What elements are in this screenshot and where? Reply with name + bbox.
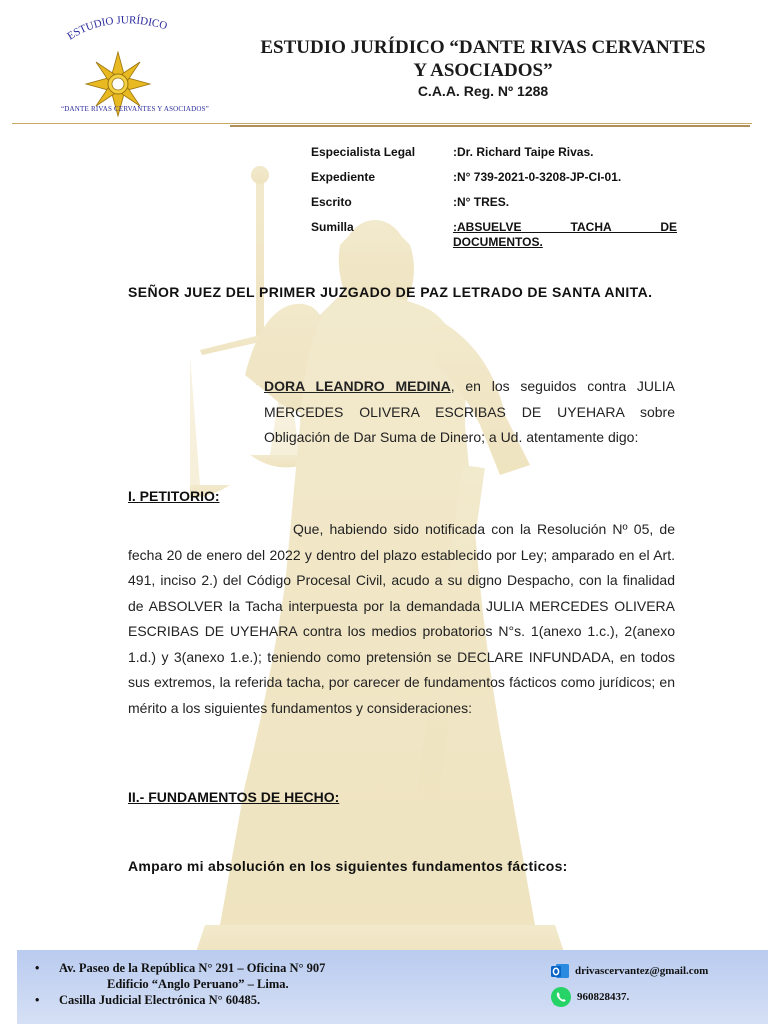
case-info-value bbox=[453, 215, 677, 249]
section-heading-fundamentos: II.- FUNDAMENTOS DE HECHO: bbox=[128, 789, 340, 805]
firm-registration: C.A.A. Reg. Nº 1288 bbox=[417, 83, 549, 99]
firm-name-line1: ESTUDIO JURÍDICO “DANTE RIVAS CERVANTES bbox=[260, 37, 706, 58]
petitioner-name: DORA LEANDRO MEDINA bbox=[264, 378, 451, 394]
firm-name-line2: Y ASOCIADOS” bbox=[413, 60, 553, 81]
petitorio-paragraph: Que, habiendo sido notificada con la Resolución Nº 05, de fecha 20 de enero del 2022 y dentro del plazo establecido por Ley; amparado en el Art. 491, inciso 2.) del Código Procesal Civil, acudo a su digno Despacho, con la finalidad de ABSOLVER la Tacha interpuesta por la demandada JULIA MERCEDES OLIVERA ESCRIBAS DE UYEHARA contra los medios probatorios N°s. 1(anexo 1.c.), 2(anexo 1.d.) y 3(anexo 1.e.); teniendo como pretensión se DECLARE INFUNDADA, en todos sus extremos, la referida tacha, por carecer de fundamentos fácticos como jurídicos; en mérito a los siguientes fundamentos y consideraciones: bbox=[128, 521, 675, 716]
case-info-row bbox=[311, 140, 677, 165]
firm-name bbox=[228, 36, 738, 82]
address-line bbox=[35, 960, 325, 976]
footer-contact-band bbox=[17, 950, 768, 1024]
intro-paragraph bbox=[264, 374, 675, 451]
footer-address bbox=[35, 960, 325, 1008]
firm-seal bbox=[30, 12, 230, 120]
seal-caption: “DANTE RIVAS CERVANTES Y ASOCIADOS” bbox=[60, 105, 209, 113]
case-info-label: Especialista Legal bbox=[311, 145, 416, 159]
header-divider bbox=[12, 123, 752, 124]
case-info-value: :N° 739-2021-0-3208-JP-CI-01. bbox=[453, 170, 622, 184]
case-info-row bbox=[311, 215, 677, 249]
header-divider-accent bbox=[230, 125, 750, 127]
bullet: • bbox=[35, 993, 40, 1007]
whatsapp-icon bbox=[550, 986, 572, 1008]
casilla-text: Casilla Judicial Electrónica N° 60485. bbox=[59, 993, 261, 1007]
case-info bbox=[311, 140, 677, 249]
sumilla-line1: :ABSUELVE TACHA DE bbox=[453, 220, 677, 234]
fundamentos-lead: Amparo mi absolución en los siguientes fundamentos fácticos: bbox=[128, 858, 568, 874]
case-info-row bbox=[311, 190, 677, 215]
case-info-label: Sumilla bbox=[311, 220, 354, 234]
case-info-value: :Dr. Richard Taipe Rivas. bbox=[453, 145, 594, 159]
sumilla-line2: DOCUMENTOS. bbox=[453, 235, 543, 249]
addressee: SEÑOR JUEZ DEL PRIMER JUZGADO DE PAZ LETRADO DE SANTA ANITA. bbox=[128, 284, 653, 300]
case-info-label: Escrito bbox=[311, 195, 352, 209]
seal-arc-text: ESTUDIO JURÍDICO bbox=[65, 14, 169, 43]
case-info-value: :N° TRES. bbox=[453, 195, 510, 209]
section-heading-petitorio: I. PETITORIO: bbox=[128, 488, 220, 504]
outlook-icon bbox=[550, 961, 570, 981]
phone-contact[interactable] bbox=[550, 984, 708, 1010]
email-contact[interactable] bbox=[550, 958, 708, 984]
email-text: drivascervantez@gmail.com bbox=[575, 965, 709, 977]
address-line1: Av. Paseo de la República N° 291 – Oficina N° 907 bbox=[59, 961, 326, 975]
address-line2: Edificio “Anglo Peruano” – Lima. bbox=[107, 977, 289, 991]
phone-text: 960828437. bbox=[577, 991, 630, 1003]
footer-contacts bbox=[550, 958, 708, 1010]
case-info-label: Expediente bbox=[311, 170, 376, 184]
case-info-row bbox=[311, 165, 677, 190]
bullet: • bbox=[35, 961, 40, 975]
casilla-line bbox=[35, 992, 325, 1008]
intro-text: , en los seguidos contra JULIA MERCEDES OLIVERA ESCRIBAS DE UYEHARA sobre Obligación de Dar Suma de Dinero; a Ud. atentamente digo: bbox=[264, 378, 676, 445]
